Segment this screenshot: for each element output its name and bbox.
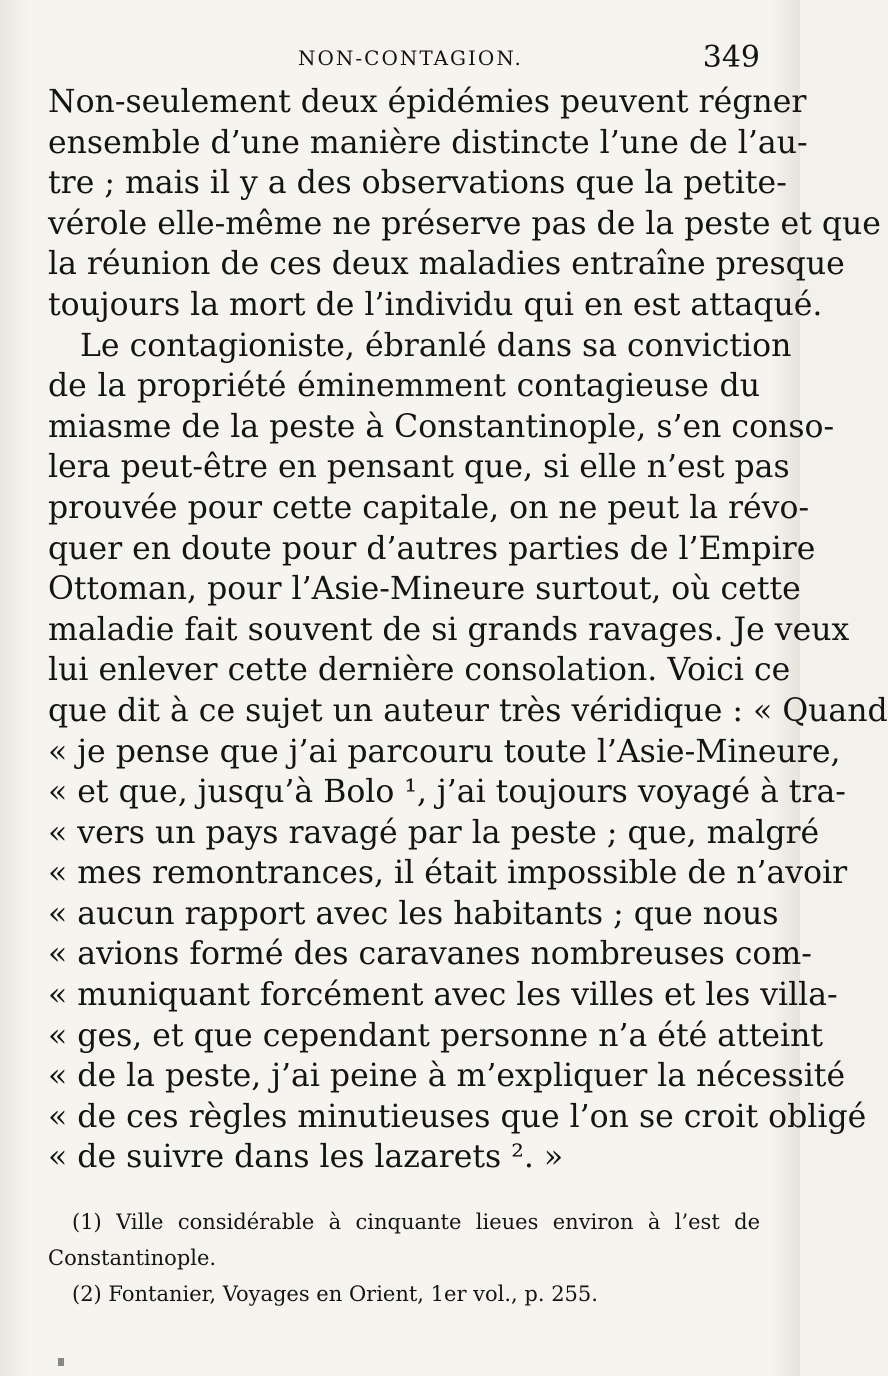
text-line: maladie fait souvent de si grands ravages. Je veux bbox=[48, 611, 850, 648]
text-line: lui enlever cette dernière consolation. Voici ce bbox=[48, 652, 791, 689]
text-line: ensemble d’une manière distincte l’une de l’au- bbox=[48, 124, 808, 161]
text-line: quer en doute pour d’autres parties de l’Empire bbox=[48, 530, 816, 567]
footnote-1: (1) Ville considérable à cinquante lieues environ à l’est de bbox=[72, 1210, 760, 1234]
text-line: « et que, jusqu’à Bolo ¹, j’ai toujours voyagé à tra- bbox=[48, 774, 846, 811]
footnote-1-continuation: Constantinople. bbox=[48, 1246, 217, 1270]
text-line: prouvée pour cette capitale, on ne peut la révo- bbox=[48, 489, 810, 526]
footnotes bbox=[48, 1204, 760, 1312]
footnote-2: (2) Fontanier, Voyages en Orient, 1er vol., p. 255. bbox=[72, 1282, 598, 1306]
text-line: Le contagioniste, ébranlé dans sa conviction bbox=[80, 327, 792, 364]
text-line: miasme de la peste à Constantinople, s’en conso- bbox=[48, 408, 835, 445]
text-line: « je pense que j’ai parcouru toute l’Asie-Mineure, bbox=[48, 733, 841, 770]
text-line: Non-seulement deux épidémies peuvent régner bbox=[48, 84, 807, 120]
text-line: « avions formé des caravanes nombreuses com- bbox=[48, 936, 812, 973]
text-line: « mes remontrances, il était impossible de n’avoir bbox=[48, 855, 848, 892]
text-line: « de suivre dans les lazarets ². » bbox=[48, 1139, 564, 1176]
text-line: vérole elle-même ne préserve pas de la peste et que bbox=[48, 205, 881, 242]
text-line: de la propriété éminemment contagieuse du bbox=[48, 368, 760, 405]
running-head: NON-CONTAGION. bbox=[298, 46, 523, 70]
text-line: la réunion de ces deux maladies entraîne presque bbox=[48, 246, 845, 283]
page-number: 349 bbox=[702, 40, 760, 75]
text-line: Ottoman, pour l’Asie-Mineure surtout, où cette bbox=[48, 571, 801, 608]
text-line: toujours la mort de l’individu qui en est attaqué. bbox=[48, 286, 823, 323]
text-line: « ges, et que cependant personne n’a été atteint bbox=[48, 1017, 824, 1054]
text-line: tre ; mais il y a des observations que la petite- bbox=[48, 165, 787, 202]
ink-speck bbox=[58, 1358, 64, 1366]
text-line: « vers un pays ravagé par la peste ; que, malgré bbox=[48, 814, 820, 851]
text-line: « de la peste, j’ai peine à m’expliquer la nécessité bbox=[48, 1058, 846, 1095]
text-line: « aucun rapport avec les habitants ; que nous bbox=[48, 895, 779, 932]
page-header bbox=[48, 40, 760, 80]
text-line: que dit à ce sujet un auteur très véridique : « Quand bbox=[48, 692, 888, 729]
text-line: lera peut-être en pensant que, si elle n’est pas bbox=[48, 449, 790, 486]
text-line: « muniquant forcément avec les villes et les villa- bbox=[48, 977, 838, 1014]
text-line: « de ces règles minutieuses que l’on se croit obligé bbox=[48, 1098, 867, 1135]
body-text bbox=[48, 82, 888, 1178]
